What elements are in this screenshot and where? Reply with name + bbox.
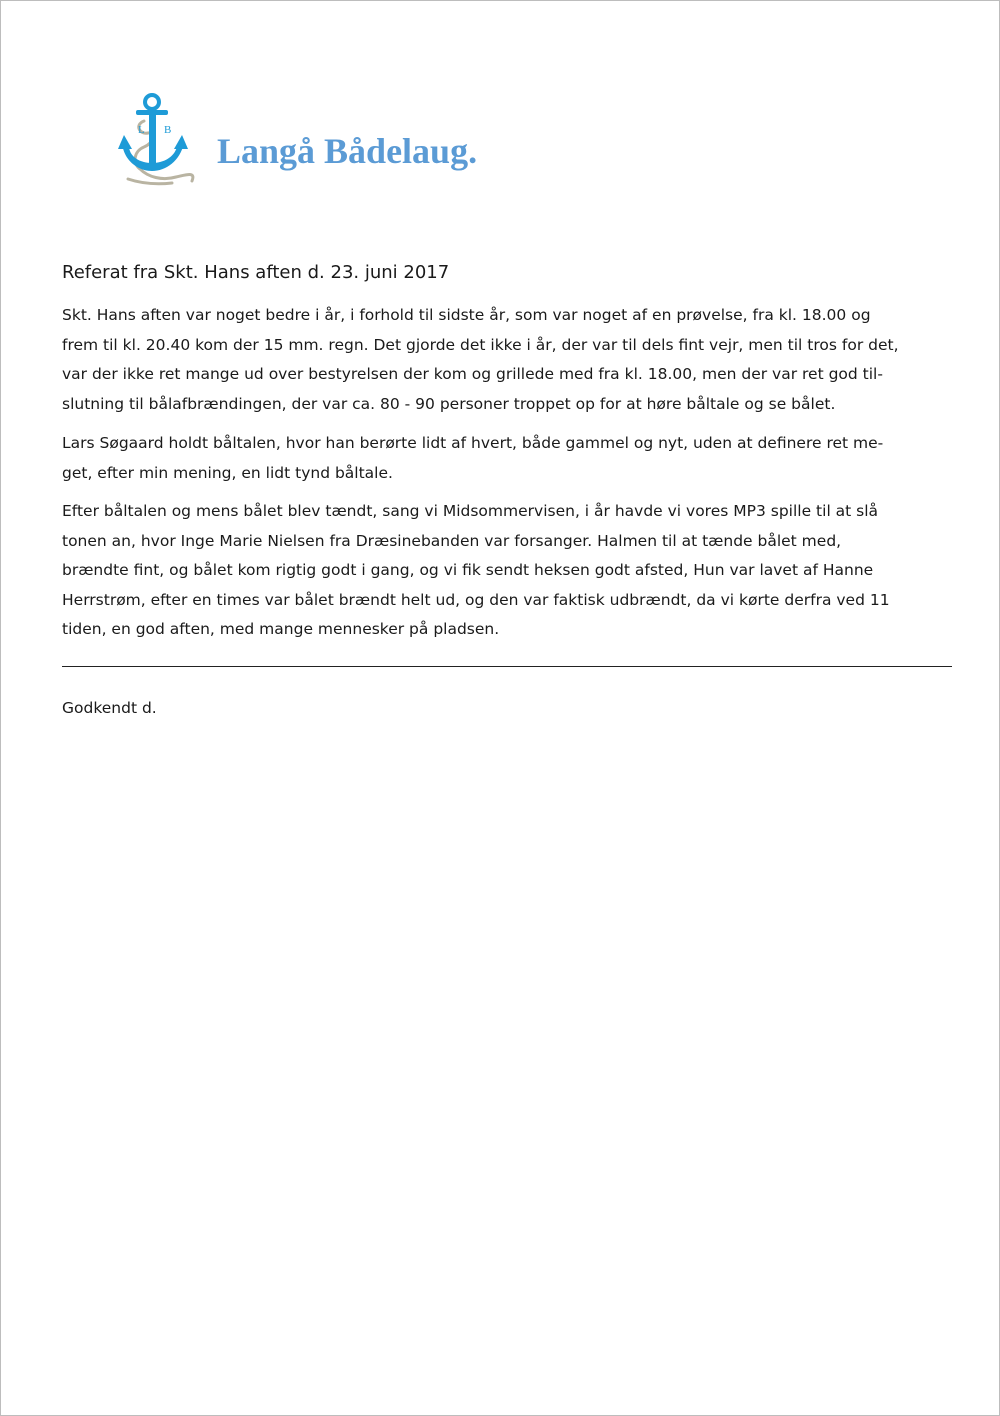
paragraph-line: Lars Søgaard holdt båltalen, hvor han berørte lidt af hvert, både gammel og nyt, uden at definere ret me- (62, 434, 884, 452)
document-title: Referat fra Skt. Hans aften d. 23. juni 2017 (62, 262, 450, 283)
logo-letter-l: L (138, 124, 145, 136)
logo-letter-b: B (164, 124, 172, 136)
paragraph (62, 301, 899, 419)
signature-divider (62, 666, 952, 667)
paragraph-line: var der ikke ret mange ud over bestyrelsen der kom og grillede med fra kl. 18.00, men der var ret god til- (62, 365, 883, 383)
paragraph-line: frem til kl. 20.40 kom der 15 mm. regn. Det gjorde det ikke i år, der var til dels fint vejr, men til tros for det, (62, 335, 899, 354)
paragraph-line: Efter båltalen og mens bålet blev tændt, sang vi Midsommervisen, i år havde vi vores MP3 spille til at slå (62, 502, 879, 520)
anchor-icon (114, 91, 198, 187)
approved-label: Godkendt d. (62, 699, 157, 717)
paragraph-line: slutning til bålafbrændingen, der var ca. 80 - 90 personer troppet op for at høre båltale og se bålet. (62, 394, 836, 413)
paragraph (62, 497, 890, 645)
organization-name: Langå Bådelaug. (217, 131, 478, 171)
paragraph-line: get, efter min mening, en lidt tynd båltale. (62, 463, 393, 482)
paragraph-line: tiden, en god aften, med mange mennesker på pladsen. (62, 620, 500, 638)
paragraph (62, 429, 883, 488)
paragraph-line: tonen an, hvor Inge Marie Nielsen fra Dræsinebanden var forsanger. Halmen til at tænde bålet med, (62, 531, 842, 550)
paragraph-line: Herrstrøm, efter en times var bålet brændt helt ud, og den var faktisk udbrændt, da vi kørte derfra ved 11 (62, 590, 890, 609)
paragraph-line: brændte fint, og bålet kom rigtig godt i gang, og vi fik sendt heksen godt afsted, Hun var lavet af Hanne (62, 561, 874, 579)
paragraph-line: Skt. Hans aften var noget bedre i år, i forhold til sidste år, som var noget af en prøvelse, fra kl. 18.00 og (62, 306, 871, 324)
